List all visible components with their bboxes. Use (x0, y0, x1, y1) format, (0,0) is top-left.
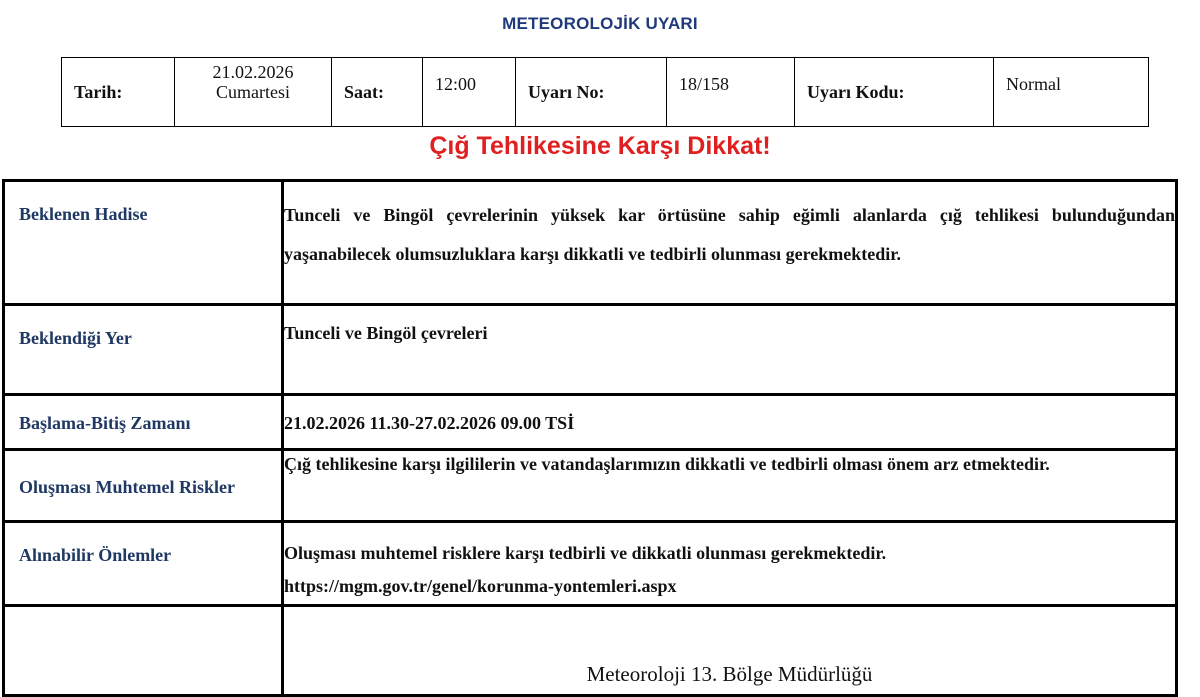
row-label (4, 606, 283, 696)
row-value: Tunceli ve Bingöl çevrelerinin yüksek kar örtüsüne sahip eğimli alanlarda çığ tehlikesi bulunduğundan yaşanabilecek olumsuzluklara karşı dikkatli ve tedbirli olunması gerekmektedir. (283, 181, 1177, 305)
date-value: 21.02.2026 (212, 62, 294, 82)
row-value-text: Oluşması muhtemel risklere karşı tedbirli ve dikkatli olunması gerekmektedir. (284, 543, 887, 563)
document-title: METEOROLOJİK UYARI (502, 14, 698, 33)
table-row (4, 450, 1177, 522)
warning-no-value: 18/158 (667, 58, 795, 127)
row-value: 21.02.2026 11.30-27.02.2026 09.00 TSİ (283, 395, 1177, 450)
table-row (4, 522, 1177, 606)
warning-code-value: Normal (994, 58, 1149, 127)
table-row (4, 606, 1177, 696)
time-label: Saat: (332, 58, 423, 127)
alert-heading: Çığ Tehlikesine Karşı Dikkat! (429, 132, 771, 160)
row-value: Çığ tehlikesine karşı ilgililerin ve vatandaşlarımızın dikkatli ve tedbirli olması önem arz etmektedir. (283, 450, 1177, 522)
row-label: Alınabilir Önlemler (4, 522, 283, 606)
day-value: Cumartesi (216, 82, 290, 102)
row-value: Tunceli ve Bingöl çevreleri (283, 305, 1177, 395)
table-row (4, 181, 1177, 305)
table-row (4, 395, 1177, 450)
table-row (4, 305, 1177, 395)
row-label: Oluşması Muhtemel Riskler (4, 450, 283, 522)
warning-header-table (61, 57, 1149, 127)
warning-code-label: Uyarı Kodu: (795, 58, 994, 127)
row-label: Beklendiği Yer (4, 305, 283, 395)
row-value (283, 606, 1177, 696)
row-label: Beklenen Hadise (4, 181, 283, 305)
time-value: 12:00 (423, 58, 516, 127)
protection-methods-link[interactable]: https://mgm.gov.tr/genel/korunma-yontemleri.aspx (284, 576, 677, 596)
row-value (283, 522, 1177, 606)
row-label: Başlama-Bitiş Zamanı (4, 395, 283, 450)
date-cell (175, 58, 332, 127)
issuer-name: Meteoroloji 13. Bölge Müdürlüğü (586, 662, 873, 686)
warning-no-label: Uyarı No: (516, 58, 667, 127)
warning-details-table (2, 179, 1178, 697)
date-label: Tarih: (62, 58, 175, 127)
